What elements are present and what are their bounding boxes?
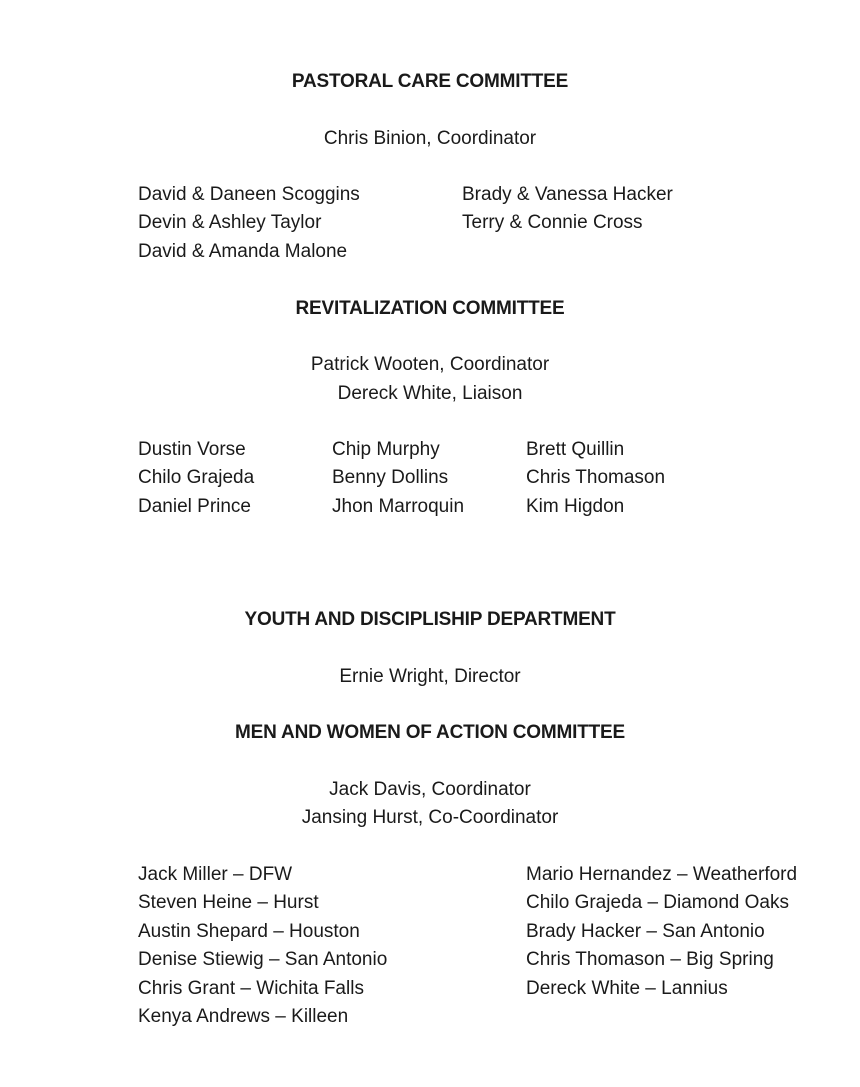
revitalization-liaison: Dereck White, Liaison <box>337 383 523 404</box>
men-women-action-title: MEN AND WOMEN OF ACTION COMMITTEE <box>235 722 625 743</box>
revitalization-members-col2 <box>332 436 464 521</box>
member: Chilo Grajeda <box>138 467 255 489</box>
pastoral-care-members-left <box>138 181 360 266</box>
pastoral-care-coordinator: Chris Binion, Coordinator <box>323 128 537 149</box>
men-women-action-coordinator: Jack Davis, Coordinator <box>329 779 531 800</box>
member: Benny Dollins <box>332 467 449 489</box>
member: Brett Quillin <box>526 439 625 460</box>
member: Daniel Prince <box>138 495 251 517</box>
member: Brady Hacker – San Antonio <box>526 920 765 942</box>
member: Austin Shepard – Houston <box>138 920 360 942</box>
men-women-action-members-left <box>138 861 387 1031</box>
member: Dustin Vorse <box>138 439 246 460</box>
member: David & Daneen Scoggins <box>138 184 360 205</box>
member: Chris Thomason <box>526 467 666 489</box>
member: Jhon Marroquin <box>332 495 465 517</box>
revitalization-members-col1 <box>138 436 254 521</box>
member: Denise Stiewig – San Antonio <box>138 949 388 971</box>
member: Terry & Connie Cross <box>462 212 643 234</box>
member: Chris Thomason – Big Spring <box>526 949 774 971</box>
member: Chris Grant – Wichita Falls <box>138 977 364 999</box>
youth-director: Ernie Wright, Director <box>339 666 521 687</box>
member: Kim Higdon <box>526 495 625 517</box>
men-women-action-members-right <box>526 861 797 1003</box>
member: Steven Heine – Hurst <box>138 892 319 914</box>
member: Chilo Grajeda – Diamond Oaks <box>526 892 789 914</box>
member: Brady & Vanessa Hacker <box>462 184 673 205</box>
member: Kenya Andrews – Killeen <box>138 1006 349 1028</box>
pastoral-care-members-right <box>462 181 673 238</box>
member: Mario Hernandez – Weatherford <box>526 864 798 885</box>
pastoral-care-title: PASTORAL CARE COMMITTEE <box>291 71 569 92</box>
member: Dereck White – Lannius <box>526 977 728 999</box>
youth-title: YOUTH AND DISCIPLISHIP DEPARTMENT <box>244 609 616 630</box>
member: Jack Miller – DFW <box>138 864 293 885</box>
men-women-action-co-coordinator: Jansing Hurst, Co-Coordinator <box>301 807 559 828</box>
revitalization-title: REVITALIZATION COMMITTEE <box>295 298 565 319</box>
member: David & Amanda Malone <box>138 240 348 262</box>
revitalization-coordinator: Patrick Wooten, Coordinator <box>310 354 550 375</box>
member: Chip Murphy <box>332 439 440 460</box>
member: Devin & Ashley Taylor <box>138 212 322 234</box>
revitalization-members-col3 <box>526 436 665 521</box>
